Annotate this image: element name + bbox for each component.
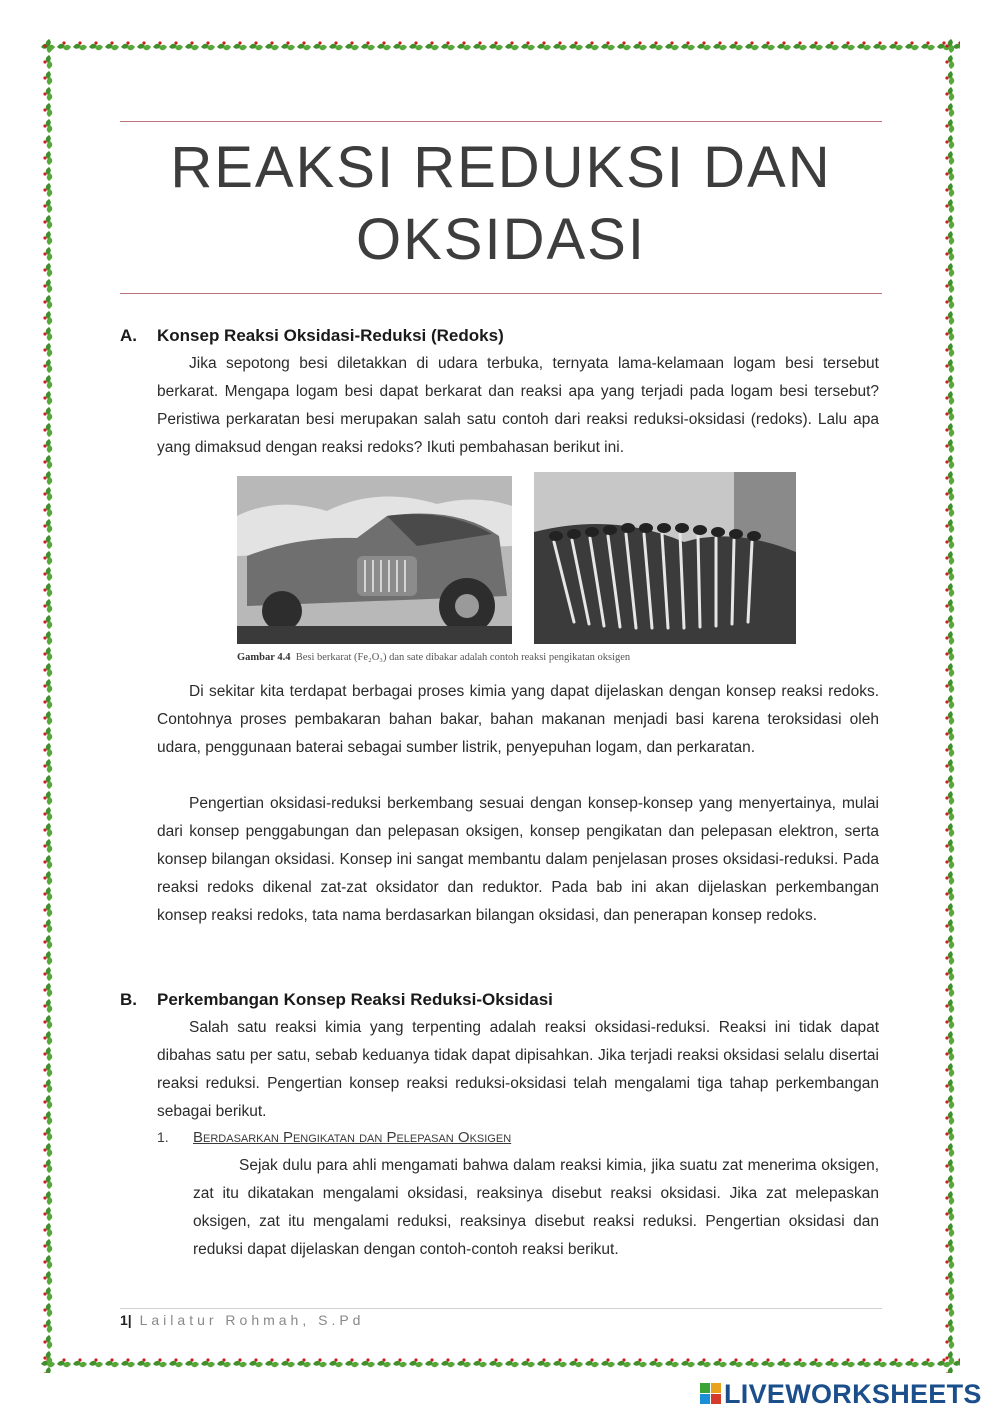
section-b-heading (120, 990, 553, 1010)
section-a-paragraph-3-text: Pengertian oksidasi-reduksi berkembang sesuai dengan konsep-konsep yang menyertainya, mulai dari konsep penggabungan dan pelepasan oksigen, konsep pengikatan dan pelepasan elektron, serta konsep bilangan oksidasi. Konsep ini sangat membantu dalam penjelasan proses oksidasi-reduksi. Pada reaksi redoks dikenal zat-zat oksidator dan reduktor. Pada bab ini akan dijelaskan perkembangan konsep reaksi redoks, tata nama berdasarkan bilangan oksidasi, dan penerapan konsep redoks. (157, 795, 879, 924)
section-a-paragraph-1 (157, 350, 879, 462)
holly-border-right (942, 38, 960, 1373)
sate-grill-photo (534, 472, 796, 644)
liveworksheets-logo-icon (700, 1383, 722, 1405)
footer-separator: | (127, 1312, 132, 1328)
section-b-title: Perkembangan Konsep Reaksi Reduksi-Oksidasi (157, 990, 553, 1009)
footer-author: Lailatur Rohmah, S.Pd (139, 1312, 365, 1328)
section-b-letter: B. (120, 990, 137, 1009)
title-rule-top (120, 121, 882, 122)
section-a-title: Konsep Reaksi Oksidasi-Reduksi (Redoks) (157, 326, 504, 345)
subsection-1-paragraph (193, 1152, 879, 1264)
subsection-1-title: Berdasarkan Pengikatan dan Pelepasan Oksigen (193, 1129, 512, 1146)
page-title: REAKSI REDUKSI DAN OKSIDASI (170, 135, 832, 272)
section-a-paragraph-3 (157, 790, 879, 930)
subsection-1-heading (157, 1129, 511, 1146)
section-a-letter: A. (120, 326, 137, 345)
figure-caption (237, 652, 797, 663)
figure-caption-text: Besi berkarat (Fe₂O₃) dan sate dibakar adalah contoh reaksi pengikatan oksigen (295, 652, 631, 663)
footer-rule (120, 1308, 882, 1309)
title-rule-bottom (120, 293, 882, 294)
holly-border-left (40, 38, 58, 1373)
subsection-1-paragraph-text: Sejak dulu para ahli mengamati bahwa dalam reaksi kimia, jika suatu zat menerima oksigen, zat itu dikatakan mengalami oksidasi, reaksinya disebut reaksi oksidasi. Jika zat melepaskan oksigen, zat itu mengalami reduksi, reaksinya disebut reaksi reduksi. Pengertian oksidasi dan reduksi dapat dijelaskan dengan contoh-contoh reaksi berikut. (193, 1157, 879, 1258)
subsection-1-number: 1. (157, 1129, 169, 1145)
section-a-paragraph-2 (157, 678, 879, 762)
figure-label: Gambar 4.4 (237, 652, 291, 663)
holly-border-bottom (40, 1355, 960, 1373)
page-number: 1 (120, 1312, 128, 1328)
footer (120, 1312, 364, 1328)
section-b-paragraph-1-text: Salah satu reaksi kimia yang terpenting adalah reaksi oksidasi-reduksi. Reaksi ini tidak dapat dibahas satu per satu, sebab keduanya tidak dapat dipisahkan. Jika terjadi reaksi oksidasi selalu disertai reaksi reduksi. Pengertian konsep reaksi reduksi-oksidasi telah mengalami tiga tahap perkembangan sebagai berikut. (157, 1019, 879, 1120)
holly-border-top (40, 38, 960, 56)
rusty-car-photo (237, 476, 512, 644)
liveworksheets-brand (700, 1378, 982, 1409)
section-a-heading (120, 326, 504, 346)
section-b-paragraph-1 (157, 1014, 879, 1126)
section-a-paragraph-2-text: Di sekitar kita terdapat berbagai proses kimia yang dapat dijelaskan dengan konsep reaksi redoks. Contohnya proses pembakaran bahan bakar, bahan makanan menjadi basi karena teroksidasi oleh udara, penggunaan baterai sebagai sumber listrik, penyepuhan logam, dan perkaratan. (157, 683, 879, 756)
section-a-paragraph-1-text: Jika sepotong besi diletakkan di udara terbuka, ternyata lama-kelamaan logam besi tersebut berkarat. Mengapa logam besi dapat berkarat dan reaksi apa yang terjadi pada logam besi tersebut? Peristiwa perkaratan besi merupakan salah satu contoh dari reaksi reduksi-oksidasi (redoks). Lalu apa yang dimaksud dengan reaksi redoks? Ikuti pembahasan berikut ini. (157, 355, 879, 456)
liveworksheets-wordmark: LIVEWORKSHEETS (724, 1378, 982, 1409)
